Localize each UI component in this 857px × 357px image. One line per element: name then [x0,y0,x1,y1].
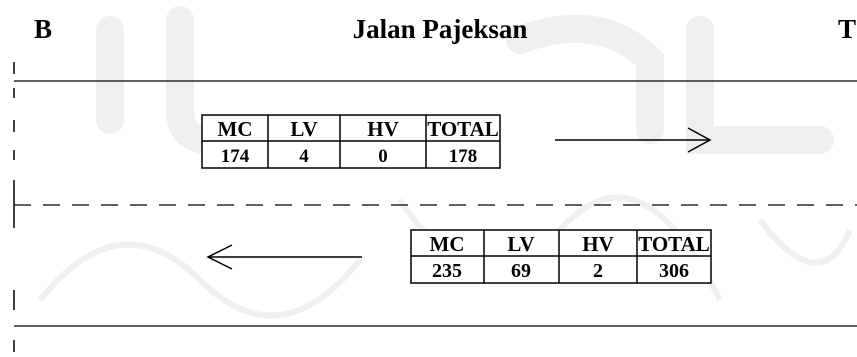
table-value-hv: 0 [378,146,388,167]
westbound-count-table [411,230,711,283]
road-title: Jalan Pajeksan [352,14,528,44]
table-header-lv: LV [507,232,535,256]
direction-label-west: B [34,14,53,44]
table-header-total: TOTAL [427,117,499,141]
arrow-left-icon [208,245,362,269]
table-header-hv: HV [367,117,399,141]
table-value-mc: 174 [220,146,250,167]
table-header-mc: MC [217,117,253,141]
table-value-lv: 69 [511,260,531,282]
table-value-hv: 2 [593,260,603,282]
eastbound-count-table [202,115,500,168]
table-value-total: 178 [448,146,478,167]
table-header-total: TOTAL [638,232,710,256]
table-value-lv: 4 [299,146,309,167]
table-header-lv: LV [290,117,318,141]
table-value-mc: 235 [432,260,462,282]
table-header-hv: HV [582,232,614,256]
table-value-total: 306 [659,260,689,282]
direction-label-east: T [838,14,857,44]
table-header-mc: MC [429,232,465,256]
